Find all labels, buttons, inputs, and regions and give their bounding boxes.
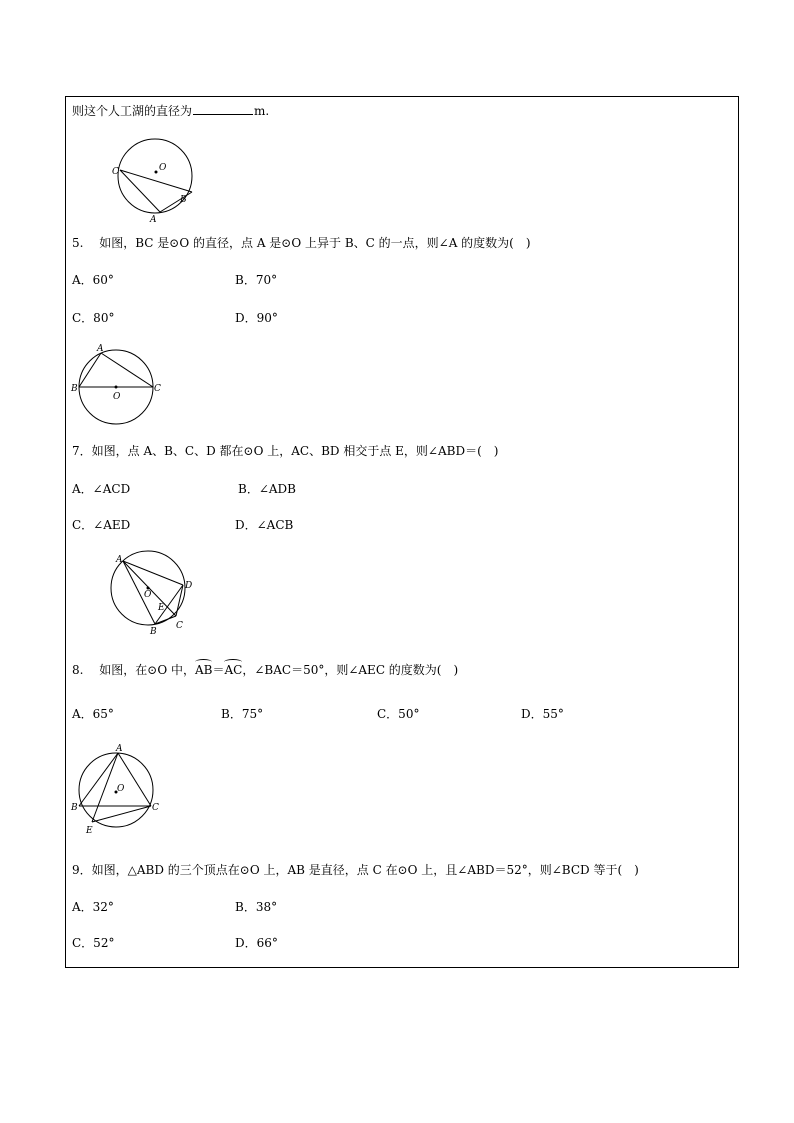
- q8-equals: ＝: [212, 663, 225, 677]
- label-d: D: [185, 581, 193, 591]
- figure-q7: [108, 548, 208, 638]
- center-point: [115, 386, 118, 389]
- q8-option-b[interactable]: B．75°: [221, 707, 264, 721]
- q9-option-c[interactable]: C．52°: [72, 936, 115, 950]
- q8-option-a[interactable]: A．65°: [72, 707, 114, 721]
- q9-option-b[interactable]: B．38°: [235, 900, 278, 914]
- chord-ab: [79, 753, 118, 806]
- label-o: O: [117, 784, 125, 794]
- q4-text-before: 则这个人工湖的直径为: [72, 104, 193, 118]
- chord-ab: [160, 192, 192, 212]
- q7-option-c[interactable]: C．∠AED: [72, 518, 131, 532]
- chord-ae: [92, 753, 118, 822]
- label-b: B: [180, 195, 187, 205]
- q5-option-d[interactable]: D．90°: [235, 311, 278, 325]
- q8-prefix: 8. 如图，在⊙O 中，: [72, 663, 195, 677]
- q7-option-b[interactable]: B．∠ADB: [238, 482, 296, 496]
- label-o: O: [113, 392, 121, 402]
- chord-ad: [123, 561, 183, 585]
- q8-option-c[interactable]: C．50°: [377, 707, 420, 721]
- chord-ec: [92, 806, 151, 822]
- q8-option-d[interactable]: D．55°: [521, 707, 564, 721]
- label-b: B: [71, 384, 78, 394]
- label-o: O: [144, 590, 152, 600]
- figure-q5: [68, 343, 168, 433]
- q9-option-a[interactable]: A．32°: [72, 900, 114, 914]
- chord-ac: [123, 561, 176, 616]
- center-point: [155, 171, 158, 174]
- chord-ba: [79, 353, 101, 387]
- arc-ab: AB: [194, 663, 213, 677]
- label-c: C: [154, 384, 161, 394]
- label-e: E: [86, 826, 93, 836]
- label-o: O: [159, 163, 167, 173]
- q7-option-a[interactable]: A．∠ACD: [72, 482, 131, 496]
- q5-option-c[interactable]: C．80°: [72, 311, 115, 325]
- q5-option-b[interactable]: B．70°: [235, 273, 278, 287]
- figure-q8: [68, 743, 168, 838]
- label-a: A: [116, 744, 123, 754]
- label-a: A: [97, 344, 104, 354]
- q7-option-d[interactable]: D．∠ACB: [235, 518, 294, 532]
- label-b: B: [150, 627, 157, 637]
- label-e: E: [158, 603, 165, 613]
- label-c: C: [152, 803, 159, 813]
- label-a: A: [116, 555, 123, 565]
- q5-option-a[interactable]: A．60°: [72, 273, 114, 287]
- q8-suffix: ，∠BAC＝50°，则∠AEC 的度数为( ): [242, 663, 459, 677]
- q5-stem: 5. 如图，BC 是⊙O 的直径，点 A 是⊙O 上异于 B、C 的一点，则∠A 的度数为( ): [72, 236, 531, 250]
- arc-ac: AC: [224, 663, 243, 677]
- label-b: B: [71, 803, 78, 813]
- q9-stem: 9．如图，△ABD 的三个顶点在⊙O 上，AB 是直径，点 C 在⊙O 上，且∠ABD＝52°，则∠BCD 等于( ): [72, 863, 639, 877]
- q7-stem: 7．如图，点 A、B、C、D 都在⊙O 上，AC、BD 相交于点 E，则∠ABD＝( ): [72, 444, 499, 458]
- label-c: C: [176, 621, 183, 631]
- q4-text-after: m.: [254, 104, 270, 118]
- figure-q4: [110, 130, 200, 225]
- label-a: A: [150, 215, 157, 225]
- q4-answer-line: [72, 102, 269, 119]
- q8-stem: [72, 662, 458, 678]
- chord-ac: [101, 353, 153, 387]
- q9-option-d[interactable]: D．66°: [235, 936, 278, 950]
- q4-answer-blank[interactable]: [193, 102, 253, 115]
- chord-ac: [118, 753, 151, 806]
- label-c: C: [112, 167, 119, 177]
